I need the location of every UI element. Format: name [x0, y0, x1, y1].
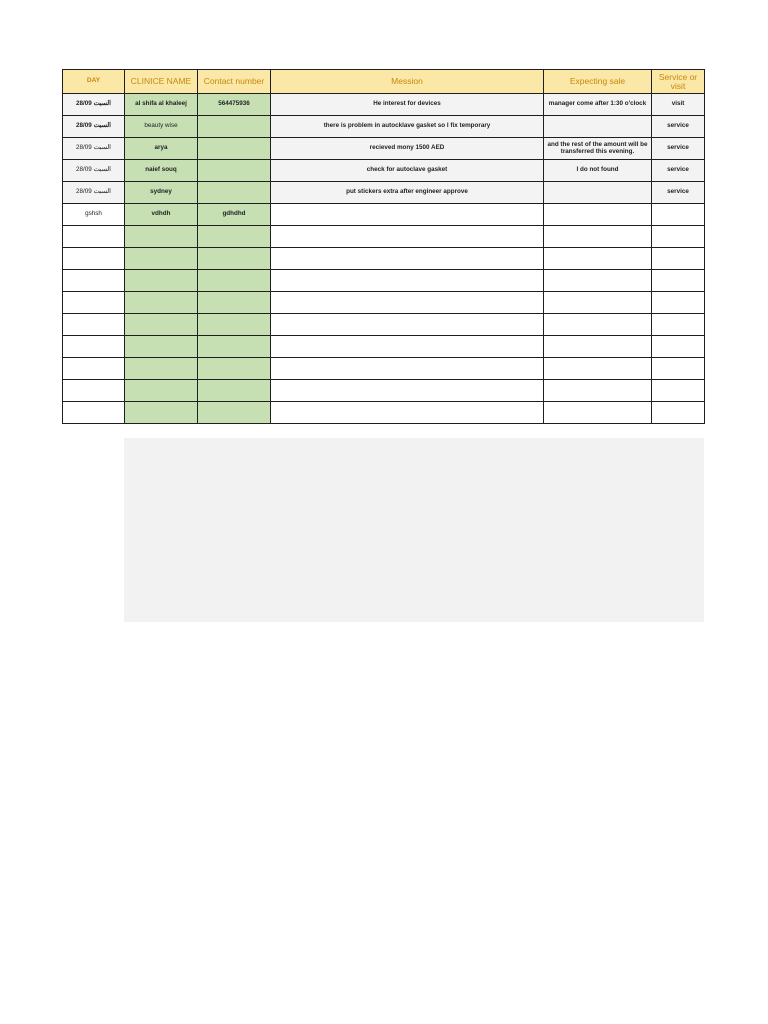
cell-clinic-name[interactable]: sydney	[125, 182, 198, 204]
cell-clinic-name[interactable]	[125, 270, 198, 292]
table-row	[63, 116, 705, 138]
cell-service-or-visit[interactable]: service	[652, 182, 705, 204]
cell-contact-number[interactable]	[198, 314, 271, 336]
cell-contact-number[interactable]	[198, 182, 271, 204]
cell-service-or-visit[interactable]	[652, 402, 705, 424]
cell-contact-number[interactable]	[198, 402, 271, 424]
cell-service-or-visit[interactable]	[652, 380, 705, 402]
cell-mission[interactable]	[271, 336, 544, 358]
cell-service-or-visit[interactable]	[652, 204, 705, 226]
cell-clinic-name[interactable]: beauty wise	[125, 116, 198, 138]
cell-contact-number[interactable]: gdhdhd	[198, 204, 271, 226]
cell-clinic-name[interactable]: vdhdh	[125, 204, 198, 226]
visit-log-table	[62, 69, 705, 424]
cell-expecting-sale[interactable]	[544, 314, 652, 336]
cell-contact-number[interactable]: 564475936	[198, 94, 271, 116]
table-row-empty	[63, 314, 705, 336]
cell-contact-number[interactable]	[198, 138, 271, 160]
header-contact-number[interactable]: Contact number	[198, 70, 271, 94]
cell-mission[interactable]	[271, 270, 544, 292]
cell-day[interactable]: 28/09 السبت	[63, 138, 125, 160]
cell-day[interactable]	[63, 270, 125, 292]
cell-day[interactable]: gshsh	[63, 204, 125, 226]
cell-mission[interactable]	[271, 358, 544, 380]
cell-expecting-sale[interactable]	[544, 226, 652, 248]
cell-mission[interactable]	[271, 204, 544, 226]
cell-mission[interactable]	[271, 402, 544, 424]
cell-service-or-visit[interactable]	[652, 336, 705, 358]
cell-expecting-sale[interactable]: and the rest of the amount will be transferred this evening.	[544, 138, 652, 160]
empty-gray-area	[124, 438, 704, 622]
table-row-empty	[63, 380, 705, 402]
cell-service-or-visit[interactable]	[652, 248, 705, 270]
cell-service-or-visit[interactable]	[652, 292, 705, 314]
cell-expecting-sale[interactable]	[544, 292, 652, 314]
header-day[interactable]: DAY	[63, 70, 125, 94]
cell-expecting-sale[interactable]	[544, 116, 652, 138]
cell-expecting-sale[interactable]	[544, 336, 652, 358]
cell-mission[interactable]	[271, 226, 544, 248]
table-row-empty	[63, 270, 705, 292]
table-row-empty	[63, 226, 705, 248]
cell-expecting-sale[interactable]	[544, 402, 652, 424]
cell-day[interactable]: 28/09 السبت	[63, 182, 125, 204]
cell-expecting-sale[interactable]	[544, 270, 652, 292]
cell-day[interactable]: 28/09 السبت	[63, 116, 125, 138]
cell-day[interactable]: 28/09 السبت	[63, 94, 125, 116]
cell-mission[interactable]: recieved mony 1500 AED	[271, 138, 544, 160]
cell-mission[interactable]	[271, 380, 544, 402]
cell-expecting-sale[interactable]	[544, 380, 652, 402]
cell-day[interactable]	[63, 248, 125, 270]
cell-mission[interactable]	[271, 314, 544, 336]
cell-expecting-sale[interactable]	[544, 204, 652, 226]
cell-clinic-name[interactable]	[125, 402, 198, 424]
table-row	[63, 138, 705, 160]
cell-clinic-name[interactable]: arya	[125, 138, 198, 160]
cell-contact-number[interactable]	[198, 336, 271, 358]
cell-service-or-visit[interactable]	[652, 270, 705, 292]
cell-day[interactable]	[63, 358, 125, 380]
cell-expecting-sale[interactable]: manager come after 1:30 o'clock	[544, 94, 652, 116]
table-row-empty	[63, 336, 705, 358]
table-row	[63, 94, 705, 116]
cell-service-or-visit[interactable]	[652, 226, 705, 248]
cell-clinic-name[interactable]	[125, 314, 198, 336]
table-row	[63, 204, 705, 226]
cell-mission[interactable]	[271, 292, 544, 314]
cell-contact-number[interactable]	[198, 358, 271, 380]
cell-contact-number[interactable]	[198, 270, 271, 292]
cell-contact-number[interactable]	[198, 116, 271, 138]
cell-service-or-visit[interactable]: visit	[652, 94, 705, 116]
cell-day[interactable]	[63, 336, 125, 358]
cell-contact-number[interactable]	[198, 248, 271, 270]
cell-clinic-name[interactable]	[125, 336, 198, 358]
cell-clinic-name[interactable]	[125, 248, 198, 270]
cell-clinic-name[interactable]	[125, 292, 198, 314]
table-row-empty	[63, 358, 705, 380]
header-clinic-name[interactable]: CLINICE NAME	[125, 70, 198, 94]
cell-service-or-visit[interactable]	[652, 358, 705, 380]
cell-contact-number[interactable]	[198, 292, 271, 314]
cell-clinic-name[interactable]	[125, 380, 198, 402]
cell-day[interactable]	[63, 402, 125, 424]
cell-expecting-sale[interactable]	[544, 358, 652, 380]
cell-contact-number[interactable]	[198, 160, 271, 182]
cell-clinic-name[interactable]	[125, 226, 198, 248]
cell-expecting-sale[interactable]: I do not found	[544, 160, 652, 182]
cell-service-or-visit[interactable]: service	[652, 138, 705, 160]
table-row-empty	[63, 402, 705, 424]
cell-expecting-sale[interactable]	[544, 248, 652, 270]
cell-day[interactable]	[63, 314, 125, 336]
header-mission[interactable]: Mession	[271, 70, 544, 94]
cell-day[interactable]	[63, 380, 125, 402]
header-service-or-visit[interactable]: Service or visit	[652, 70, 705, 94]
cell-clinic-name[interactable]: naief souq	[125, 160, 198, 182]
cell-mission[interactable]: there is problem in autocklave gasket so I fix temporary	[271, 116, 544, 138]
table-row-empty	[63, 292, 705, 314]
cell-service-or-visit[interactable]: service	[652, 160, 705, 182]
cell-day[interactable]: 28/09 السبت	[63, 160, 125, 182]
cell-mission[interactable]: put stickers extra after engineer approve	[271, 182, 544, 204]
cell-day[interactable]	[63, 292, 125, 314]
cell-mission[interactable]: check for autoclave gasket	[271, 160, 544, 182]
table-row	[63, 182, 705, 204]
cell-day[interactable]	[63, 226, 125, 248]
table-row-empty	[63, 248, 705, 270]
cell-clinic-name[interactable]: al shifa al khaleej	[125, 94, 198, 116]
cell-contact-number[interactable]	[198, 226, 271, 248]
cell-expecting-sale[interactable]	[544, 182, 652, 204]
cell-service-or-visit[interactable]: service	[652, 116, 705, 138]
header-expecting-sale[interactable]: Expecting sale	[544, 70, 652, 94]
cell-service-or-visit[interactable]	[652, 314, 705, 336]
cell-mission[interactable]	[271, 248, 544, 270]
cell-clinic-name[interactable]	[125, 358, 198, 380]
cell-contact-number[interactable]	[198, 380, 271, 402]
table-row	[63, 160, 705, 182]
header-row	[63, 70, 705, 94]
cell-mission[interactable]: He interest for devices	[271, 94, 544, 116]
